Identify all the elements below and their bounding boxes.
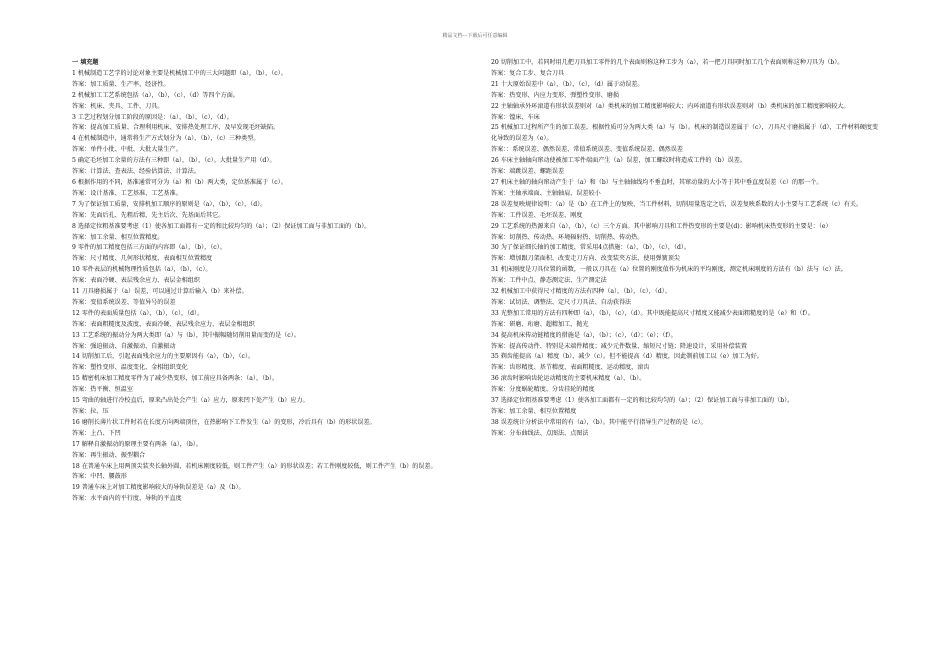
answer-text: 答案：镗床、车床: [491, 113, 540, 121]
answer-text: 答案：中凹、腰鼓形: [72, 473, 127, 481]
answer-text: 答案：试切法、调整法、定尺寸刀具法、自动获得法: [491, 298, 632, 306]
answer-text: 答案：：系统误差、偶然误差、常值系统误差、变值系统误差、偶然误差: [491, 146, 683, 154]
answer-text: 答案：切削热、传动热、环境辐射热、切削热、传动热。: [491, 233, 644, 241]
answer-text: 答案：变值系统误差、等值异号的误差: [72, 298, 176, 306]
answer-text: 答案：表面粗糙度及波度、表面冷硬、表层残余应力、表层金相组织: [72, 320, 255, 328]
question-text: 2 机械加工工艺系统包括（a），（b），（c），（d）等四个方面。: [72, 91, 239, 99]
answer-text: 答案：拉、压: [72, 408, 109, 415]
answer-text: 答案：分度蜗轮精度、分齿挂轮的精度: [491, 386, 595, 394]
answer-text: 答案：再生振动、振型耦合: [72, 451, 146, 459]
question-text: 29 工艺系统的热源来自（a），（b），（c）三个方面。其中影响刀具和工件热变形的主要是(d)；影响机床热变形的主要是：（e）: [491, 222, 832, 230]
answer-text: 答案：加工余量、相互位置精度: [491, 408, 577, 415]
answer-text: 答案：塑性变形、温度变化、金相组织变化: [72, 364, 188, 372]
answer-text: 答案：先面后孔、先粗后精、先主后次、先基面后其它。: [72, 211, 225, 219]
question-text: 31 机床刚度是刀具位置的函数，一般以刀具在（a）位置的刚度值作为机床的平均刚度，测定机床刚度的方法有（b）法与（c）法。: [491, 266, 847, 274]
question-text: 15 精密机床加工精度零件为了减少热变形，加工前应具备两条：（a），（b）。: [72, 375, 279, 383]
answer-text: 答案：加工质量、生产率、经济性。: [72, 80, 170, 88]
answer-text: 答案：提高传动件、特别是末端件精度；减少元件数量、缩短尺寸链；降速设计，采用补偿装置: [491, 342, 747, 350]
answer-text: 答案：主轴承端面、主轴轴肩、误差较小: [491, 189, 601, 197]
page-header: 精品文档---下载后可任意编辑: [442, 33, 508, 39]
question-text: 6 根据作用的不同，基准通常可分为（a）和（b）两大类，定位基准属于（c）。: [72, 178, 287, 186]
question-text: 34 提高机床传动链精度的措施是（a），（b）；（c），（d）；（e）；（f）。: [491, 331, 677, 339]
question-text: 8 选择定位粗基准要考虑（1）使各加工面都有一定的和比较均匀的（a）；（2）保证加工面与非加工面的（b）。: [72, 222, 371, 230]
answer-text: 答案：工件中点、静态测定法、生产测定法: [491, 277, 607, 285]
question-text: 36 滚齿时影响齿轮运动精度的主要机床精度（a），（b）。: [491, 375, 646, 383]
question-text: 38 误差统计分析法中常用的有（a），（b）。其中能平行指导生产过程的是（c）。: [491, 418, 707, 426]
answer-text: 答案：研磨、珩磨、超精加工、抛光: [491, 320, 589, 328]
question-text: 22 主轴轴承外环滚道有形状误差则对（a）类机床的加工精度影响较大；内环滚道有形状误差则对（b）类机床的加工精度影响较大。: [491, 102, 850, 110]
question-text: 18 在普通车床上用两顶尖装夹长轴外圆，若机床刚度较低，则工件产生（a）的形状误差；若工件刚度较低，则工件产生（b）的误差。: [72, 462, 437, 470]
right-column: [491, 58, 884, 440]
answer-text: 答案：工件误差、毛坯误差、刚度: [491, 211, 583, 219]
answer-text: 答案：尺寸精度、几何形状精度、表面相互位置精度: [72, 255, 213, 263]
question-text: 20 切削加工中，若同时用几把刀具加工零件的几个表面则称这种工步为（a），若一把刀具同时加工几个表面则称这种刀具为（b）。: [491, 59, 844, 66]
question-text: 14 切削加工后，引起表面残余应力的主要原因有（a），（b），（c）。: [72, 353, 255, 361]
question-text: 12 零件的表面质量包括（a），（b），（c），（d）。: [72, 309, 204, 317]
question-text: 17 解释自激振动的原理主要有两条（a），（b）。: [72, 440, 202, 448]
answer-text: 答案：提高加工质量、合理利用机床、安排热处理工序、及早发现毛坯缺陷。: [72, 124, 280, 132]
answer-text: 答案：上凸、下凹: [72, 429, 121, 437]
question-text: 33 光整加工常用的方法有四种即（a），（b），（c），（d）。其中既能提高尺寸精度又能减少表面粗糙度的是（e）和（f）。: [491, 309, 814, 317]
question-text: 28 误差复映规律说明：（a）是（b）在工件上的复映，当工件材料，切削用量选定之后，误差复映系数的大小主要与工艺系统（c）有关。: [491, 200, 863, 208]
question-text: 7 为了保证加工质量，安排机加工顺序的原则是（a），（b），（c），（d）。: [72, 200, 267, 208]
question-text: 1 机械制造工艺学的讨论对象主要是机械加工中的三大问题即（a），（b），（c）。: [72, 69, 287, 77]
question-text: 37 选择定位粗基准要考虑（1）使各加工面都有一定的和比较均匀的（a）；（2）保证加工面与非加工面的（b）。: [491, 397, 794, 405]
answer-text: 答案：设计基准、工艺基准、工艺基准。: [72, 189, 182, 197]
question-text: 9 零件的加工精度包括三方面的内容即（a），（b），（c）。: [72, 244, 226, 252]
answer-text: 答案：单件小批、中批、大批大量生产。: [72, 146, 182, 154]
question-text: 15 弯曲的轴进行冷校直后，原来凸出处会产生（a）应力，原来凹下处产生（b）应力。: [72, 397, 309, 405]
answer-text: 答案：加工余量、相互位置精度。: [72, 233, 164, 241]
question-text: 13 工艺系统的振动分为两大类即（a）与（b），其中振幅随切削用量而变的是（c）。: [72, 331, 300, 339]
question-text: 30 为了保证细长轴的加工精度，常采用4点措施：（a），（b），（c），（d）。: [491, 244, 691, 252]
answer-text: 答案：分布曲线法、点图法、点图法: [491, 429, 589, 437]
answer-text: 答案：热变形、内应力变形、弹塑性变形、磨损: [491, 91, 619, 99]
question-text: 3 工艺过程划分加工阶段的原因是：（a），（b），（c），（d）。: [72, 113, 233, 121]
question-text: 4 在机械制造中，通常将生产方式划分为（a），（b），（c）三种类型。: [72, 135, 260, 143]
question-text: 10 零件表层的机械物理性质包括（a），（b），（c）。: [72, 266, 212, 274]
question-text: 25 机械加工过程所产生的加工误差，根据性质可分为两大类（a）与（b）。机床的制造误差属于（c），刀具尺寸磨损属于（d），工件材料硬度变化导致的误差为（e）。: [491, 124, 879, 143]
answer-text: 答案：齿形精度、基节精度、表面粗糙度、运动精度、滚齿: [491, 364, 650, 372]
question-text: 5 确定毛坯加工余量的方法有三种即（a），（b），（c）。大批量生产用（d）。: [72, 157, 276, 165]
answer-text: 答案：表面冷硬、表层残余应力、表层金相组织: [72, 277, 200, 285]
answer-text: 答案：复合工步、复合刀具: [491, 69, 565, 77]
section-title: 一 填充题: [72, 59, 99, 66]
question-text: 32 机械加工中获得尺寸精度的方法有四种（a），（b），（c），（d）。: [491, 288, 671, 296]
answer-text: 答案：水平面内的平行度、导轨的平直度: [72, 495, 182, 503]
question-text: 19 普通车床上对加工精度影响较大的导轨误差是（a）及（b）。: [72, 484, 245, 492]
answer-text: 答案：计算法、查表法、经验估算法、计算法。: [72, 168, 200, 176]
left-column: [72, 58, 470, 505]
answer-text: 答案：端跳误差、螺距误差: [491, 168, 565, 176]
answer-text: 答案：增加跟刀架面积、改变走刀方向、改变装夹方法、使用弹簧顶尖: [491, 255, 680, 263]
answer-text: 答案：热平衡、恒温室: [72, 386, 133, 394]
question-text: 11 刀具磨损属于（a）误差，可以通过计算后输入（b）来补偿。: [72, 288, 248, 296]
question-text: 35 剃齿能提高（a）精度（b），减少（c）。但不能提高（d）精度，因此剃前加工以（e）加工为好。: [491, 353, 763, 361]
answer-text: 答案：强迫振动、自激振动、自激振动: [72, 342, 176, 350]
question-text: 21 十大原始误差中（a），（b），（c），（d）属于动误差。: [491, 80, 644, 88]
answer-text: 答案：机床、夹具、工件、刀具。: [72, 102, 164, 110]
question-text: 16 磨削长薄片状工件时若在长度方向两端顶住，在热影响下工件发生（a）的变形，冷后具有（b）的形状误差。: [72, 418, 376, 426]
question-text: 26 车床主轴轴向窜动使被加工零件端面产生（a）误差，加工螺纹时将造成工件的（b）误差。: [491, 157, 746, 165]
question-text: 27 机床主轴的轴向窜动产生于（a）和（b）与主轴轴线均不垂直时，其窜动量的大小等于其中垂直度误差（c）的那一个。: [491, 178, 823, 186]
